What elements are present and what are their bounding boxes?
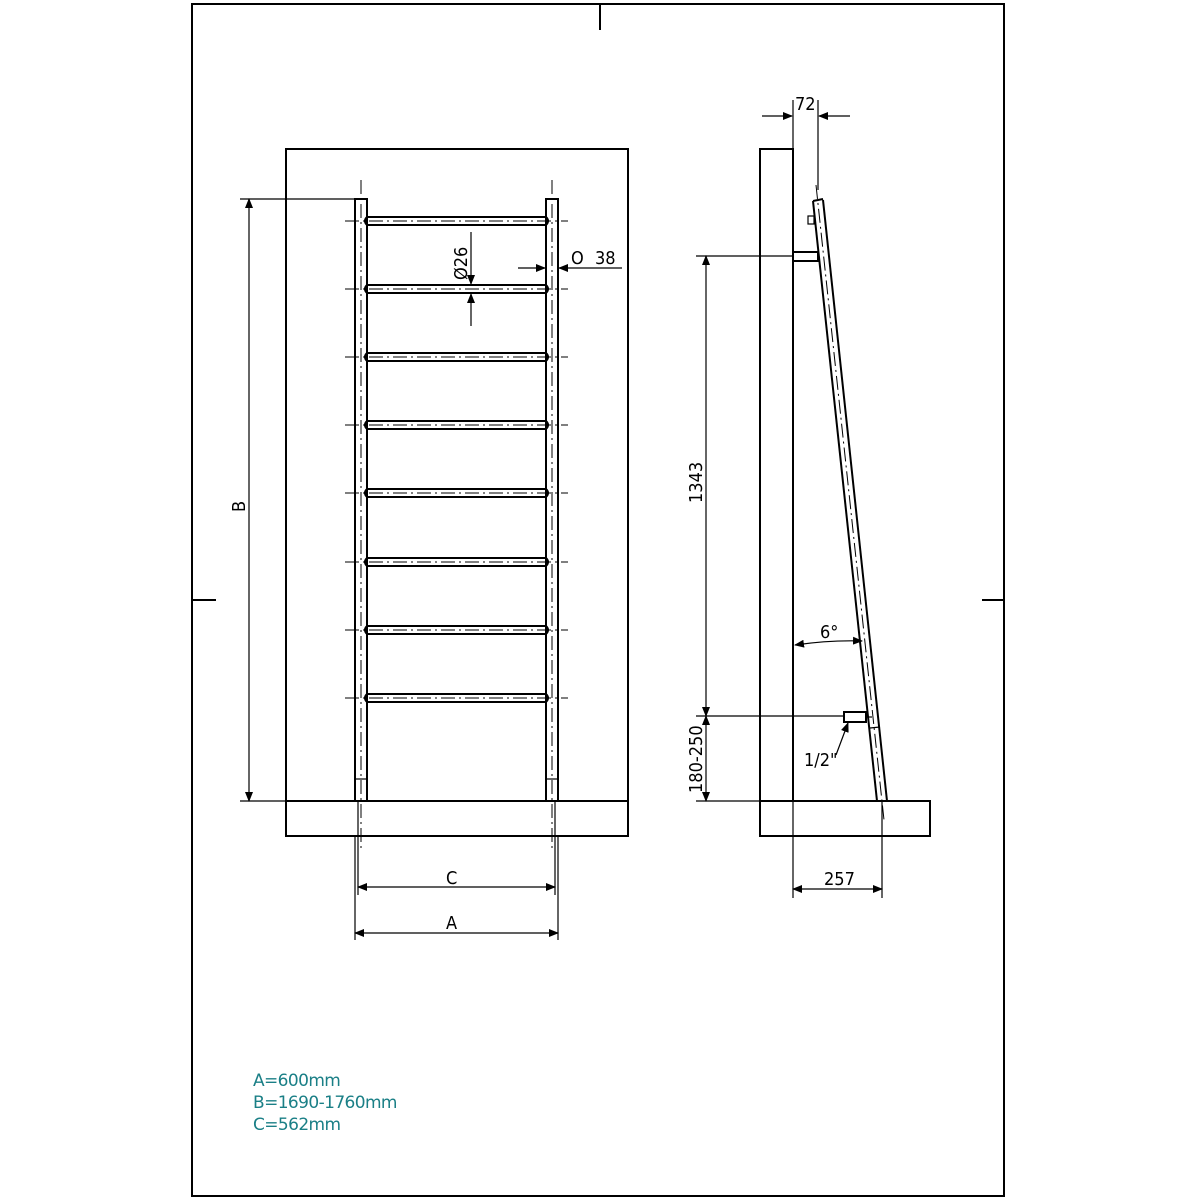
top-wall-bracket — [793, 252, 818, 261]
front-view — [229, 149, 628, 940]
side-floor — [760, 801, 930, 836]
dim-1343-label: 1343 — [686, 461, 707, 503]
ladder-top-cap — [813, 199, 823, 201]
ladder-centerline — [816, 185, 884, 820]
dim-257-label: 257 — [824, 869, 855, 890]
bottom-connection — [844, 712, 866, 722]
rungs — [345, 217, 568, 702]
angle-label: 6° — [820, 622, 839, 643]
ladder-front-edge — [823, 200, 887, 801]
side-wall — [760, 149, 793, 801]
connection-leader — [836, 723, 848, 755]
legend-b: B=1690-1760mm — [253, 1093, 397, 1113]
dim-post-symbol: O — [571, 248, 584, 269]
legend — [253, 1071, 397, 1135]
legend-a: A=600mm — [253, 1071, 341, 1091]
dim-72-label: 72 — [795, 94, 816, 115]
side-view — [686, 94, 930, 898]
front-floor — [286, 801, 628, 836]
top-clip — [808, 216, 814, 224]
dim-b-label: B — [229, 500, 250, 512]
dim-c-label: C — [446, 868, 458, 889]
connection-label: 1/2" — [804, 750, 838, 771]
dim-180-label: 180-250 — [686, 725, 707, 793]
drawing-frame — [192, 4, 1004, 1196]
dim-post-value: 38 — [595, 248, 616, 269]
dim-tube-label: Ø26 — [451, 246, 472, 280]
legend-c: C=562mm — [253, 1115, 341, 1135]
dim-a-label: A — [446, 913, 458, 934]
